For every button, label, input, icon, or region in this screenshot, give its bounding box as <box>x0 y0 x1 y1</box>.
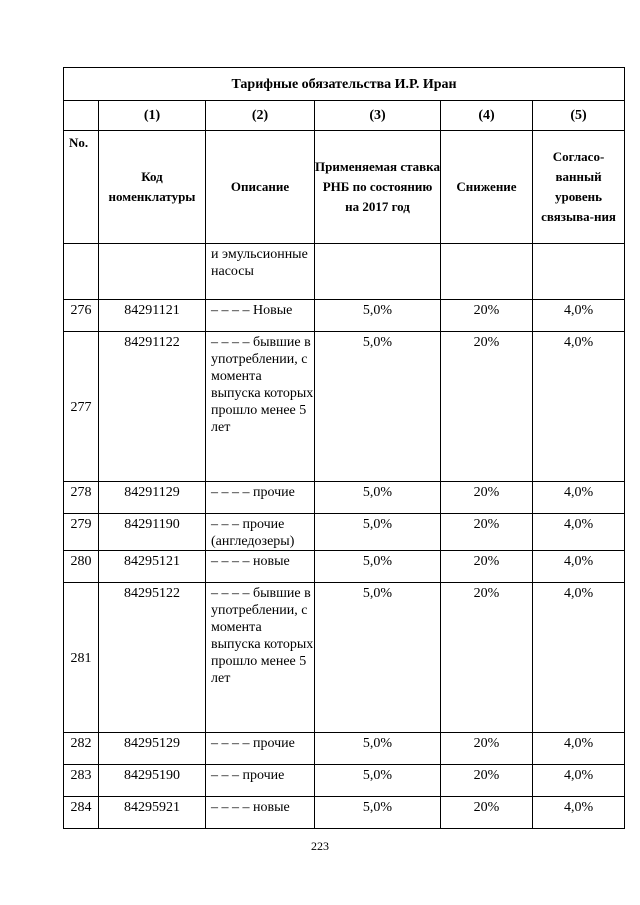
cell-description <box>206 332 315 482</box>
cell-code-text: 84291122 <box>124 335 180 350</box>
cell-no <box>64 300 99 332</box>
cell-description <box>206 765 315 797</box>
column-number: (3) <box>315 101 441 131</box>
column-number: (5) <box>533 101 625 131</box>
cell-applied-rate-text <box>315 244 440 246</box>
cell-description <box>206 482 315 514</box>
cell-bound-level-text <box>533 244 624 246</box>
column-number-row <box>64 101 625 131</box>
cell-applied-rate <box>315 244 441 300</box>
cell-code-text: 84291121 <box>124 303 180 318</box>
cell-reduction-text: 20% <box>473 736 500 751</box>
cell-code <box>99 765 206 797</box>
cell-description <box>206 733 315 765</box>
cell-reduction <box>441 514 533 551</box>
cell-no <box>64 797 99 829</box>
cell-code <box>99 244 206 300</box>
header-applied-rate: Применяемая ставка РНБ по состоянию на 2017 год <box>315 131 441 244</box>
cell-code <box>99 514 206 551</box>
cell-reduction <box>441 482 533 514</box>
cell-reduction-text: 20% <box>473 303 500 318</box>
cell-code-text <box>99 244 205 246</box>
cell-reduction <box>441 797 533 829</box>
cell-applied-rate <box>315 551 441 583</box>
cell-no <box>64 332 99 482</box>
cell-no-text: 278 <box>70 485 92 500</box>
cell-description-text: – – – – новые <box>211 554 290 569</box>
cell-code-text: 84291190 <box>124 517 180 532</box>
cell-no <box>64 733 99 765</box>
cell-bound-level <box>533 551 625 583</box>
cell-applied-rate-text: 5,0% <box>362 517 393 532</box>
cell-no-text: 279 <box>70 517 92 532</box>
cell-applied-rate <box>315 332 441 482</box>
header-reduction: Снижение <box>441 131 533 244</box>
cell-no-text: 280 <box>70 554 92 569</box>
cell-reduction <box>441 244 533 300</box>
column-number: (2) <box>206 101 315 131</box>
cell-reduction <box>441 583 533 733</box>
cell-code <box>99 733 206 765</box>
cell-bound-level <box>533 482 625 514</box>
cell-bound-level-text: 4,0% <box>563 768 594 783</box>
header-bound-level: Согласо-ванный уровень связыва-ния <box>533 131 625 244</box>
cell-applied-rate-text: 5,0% <box>362 586 393 601</box>
tariff-table <box>63 67 625 829</box>
cell-reduction-text: 20% <box>473 554 500 569</box>
cell-applied-rate <box>315 765 441 797</box>
cell-description-text: – – – – новые <box>211 800 290 815</box>
cell-reduction-text: 20% <box>473 517 500 532</box>
table-row <box>64 300 625 332</box>
cell-description-text: – – – прочие (англедозеры) <box>211 517 295 549</box>
cell-bound-level-text: 4,0% <box>563 736 594 751</box>
cell-applied-rate-text: 5,0% <box>362 303 393 318</box>
cell-bound-level-text: 4,0% <box>563 800 594 815</box>
table-row <box>64 583 625 733</box>
cell-reduction-text <box>441 244 532 246</box>
cell-code-text: 84291129 <box>124 485 180 500</box>
table-row <box>64 514 625 551</box>
table-row <box>64 765 625 797</box>
cell-applied-rate <box>315 797 441 829</box>
cell-code-text: 84295190 <box>124 768 180 783</box>
cell-bound-level <box>533 797 625 829</box>
cell-reduction-text: 20% <box>473 335 500 350</box>
cell-no-text: 283 <box>70 768 92 783</box>
cell-description <box>206 300 315 332</box>
cell-bound-level <box>533 514 625 551</box>
cell-no <box>64 514 99 551</box>
cell-bound-level <box>533 244 625 300</box>
table-row <box>64 332 625 482</box>
cell-reduction <box>441 765 533 797</box>
table-row <box>64 733 625 765</box>
cell-description <box>206 514 315 551</box>
cell-reduction-text: 20% <box>473 800 500 815</box>
cell-applied-rate <box>315 583 441 733</box>
cell-description <box>206 244 315 300</box>
cell-applied-rate-text: 5,0% <box>362 554 393 569</box>
cell-description-text: – – – – бывшие в употреблении, с момента выпуска которых прошло менее 5 лет <box>211 335 314 435</box>
cell-code-text: 84295122 <box>124 586 180 601</box>
cell-bound-level <box>533 733 625 765</box>
table-row <box>64 482 625 514</box>
cell-no <box>64 244 99 300</box>
cell-bound-level-text: 4,0% <box>563 554 594 569</box>
cell-applied-rate <box>315 300 441 332</box>
cell-applied-rate <box>315 514 441 551</box>
cell-applied-rate-text: 5,0% <box>362 736 393 751</box>
page-number: 223 <box>311 839 329 853</box>
header-description: Описание <box>206 131 315 244</box>
cell-no <box>64 765 99 797</box>
cell-description-text: и эмульсионные насосы <box>211 247 308 279</box>
cell-no <box>64 482 99 514</box>
column-number: (4) <box>441 101 533 131</box>
cell-description <box>206 797 315 829</box>
cell-description-text: – – – – Новые <box>211 303 293 318</box>
cell-code <box>99 797 206 829</box>
header-row <box>64 131 625 244</box>
cell-applied-rate <box>315 733 441 765</box>
cell-applied-rate-text: 5,0% <box>362 768 393 783</box>
cell-code-text: 84295129 <box>124 736 180 751</box>
cell-code <box>99 332 206 482</box>
cell-applied-rate-text: 5,0% <box>362 485 393 500</box>
cell-reduction <box>441 332 533 482</box>
cell-no <box>64 583 99 733</box>
column-number: (1) <box>99 101 206 131</box>
cell-description-text: – – – – прочие <box>211 485 295 500</box>
cell-applied-rate-text: 5,0% <box>362 335 393 350</box>
cell-code-text: 84295921 <box>124 800 180 815</box>
cell-bound-level <box>533 583 625 733</box>
cell-code <box>99 583 206 733</box>
cell-code-text: 84295121 <box>124 554 180 569</box>
table-row <box>64 797 625 829</box>
cell-bound-level-text: 4,0% <box>563 586 594 601</box>
cell-description-text: – – – – бывшие в употреблении, с момента выпуска которых прошло менее 5 лет <box>211 586 314 686</box>
column-number-blank <box>64 101 99 131</box>
header-code: Код номенклатуры <box>99 131 206 244</box>
cell-no-text: 281 <box>70 651 92 666</box>
cell-bound-level <box>533 332 625 482</box>
cell-code <box>99 482 206 514</box>
cell-reduction-text: 20% <box>473 485 500 500</box>
cell-reduction <box>441 733 533 765</box>
table-row <box>64 551 625 583</box>
cell-no-text: 277 <box>70 400 92 415</box>
cell-bound-level-text: 4,0% <box>563 303 594 318</box>
table-title: Тарифные обязательства И.Р. Иран <box>64 68 625 101</box>
cell-description <box>206 551 315 583</box>
cell-bound-level-text: 4,0% <box>563 335 594 350</box>
cell-bound-level <box>533 765 625 797</box>
cell-no-text: 276 <box>70 303 92 318</box>
cell-bound-level-text: 4,0% <box>563 485 594 500</box>
cell-reduction <box>441 300 533 332</box>
table-row <box>64 244 625 300</box>
cell-description-text: – – – прочие <box>211 768 285 783</box>
header-no: No. <box>64 131 99 244</box>
cell-no-text <box>64 244 98 246</box>
cell-code <box>99 551 206 583</box>
cell-code <box>99 300 206 332</box>
cell-no <box>64 551 99 583</box>
cell-applied-rate-text: 5,0% <box>362 800 393 815</box>
cell-reduction-text: 20% <box>473 586 500 601</box>
cell-reduction-text: 20% <box>473 768 500 783</box>
cell-no-text: 284 <box>70 800 92 815</box>
table-body <box>64 244 625 829</box>
cell-bound-level <box>533 300 625 332</box>
cell-no-text: 282 <box>70 736 92 751</box>
cell-applied-rate <box>315 482 441 514</box>
cell-reduction <box>441 551 533 583</box>
cell-description <box>206 583 315 733</box>
cell-bound-level-text: 4,0% <box>563 517 594 532</box>
cell-description-text: – – – – прочие <box>211 736 295 751</box>
